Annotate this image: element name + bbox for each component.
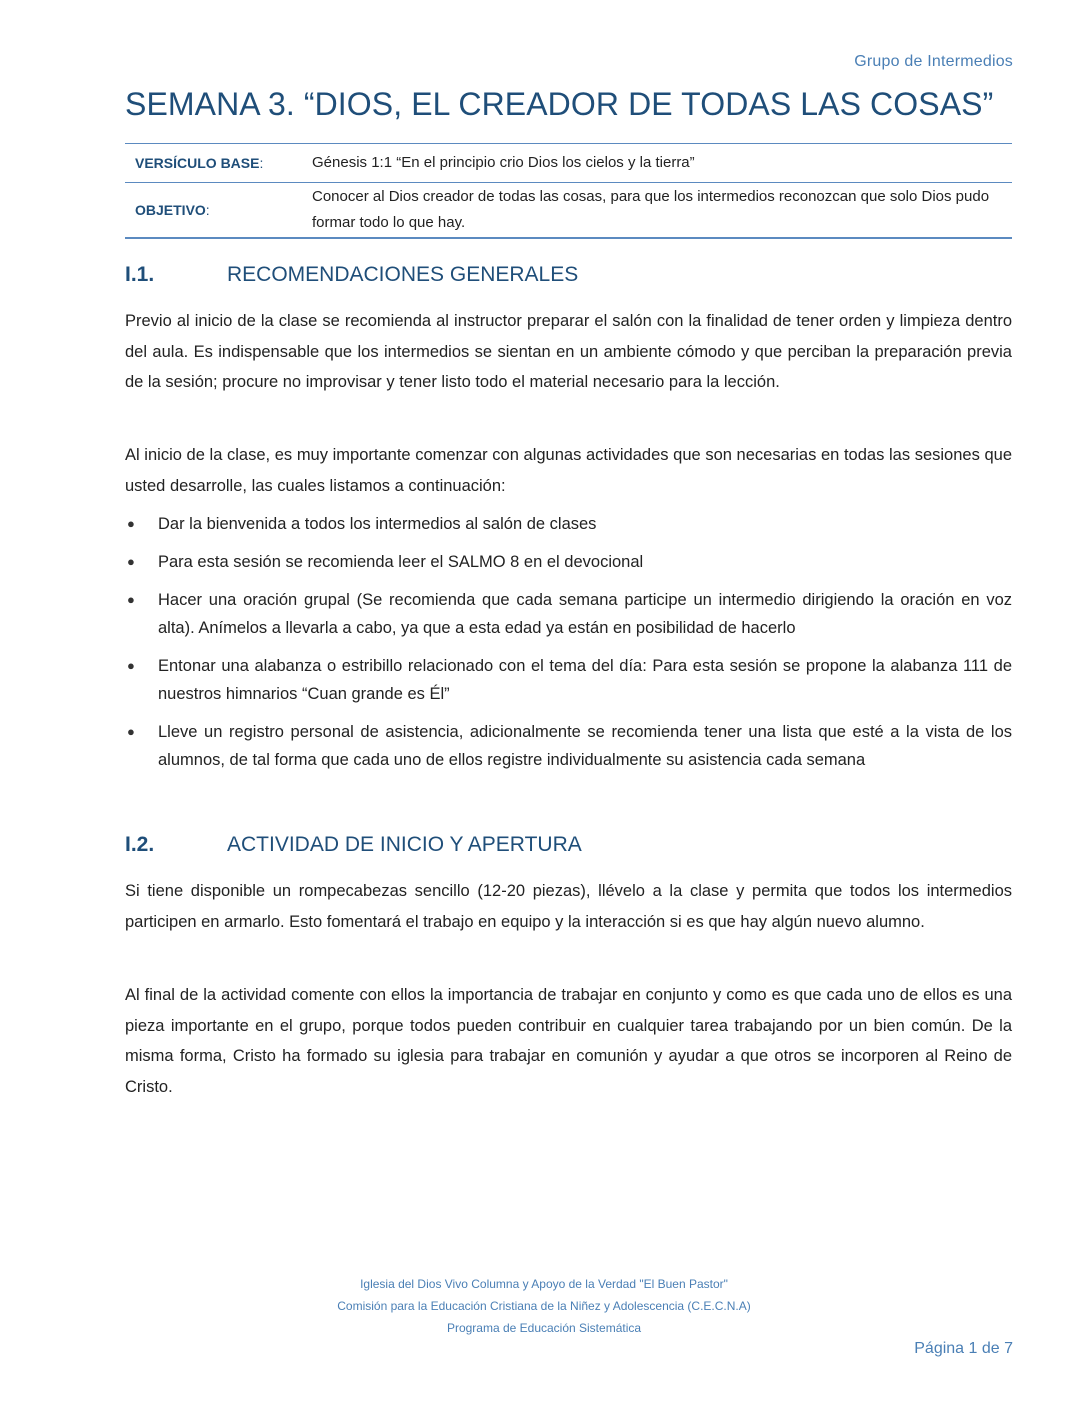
list-item (125, 510, 1012, 538)
bullet-icon: ● (127, 516, 135, 531)
objective-label-text: OBJETIVO (135, 202, 206, 218)
page-number: Página 1 de 7 (914, 1340, 1013, 1357)
section-number: I.1. (125, 263, 155, 286)
verse-label-colon: : (259, 155, 264, 171)
section-heading-recomendaciones (125, 263, 578, 287)
verse-label-text: VERSÍCULO BASE (135, 155, 260, 171)
footer-line: Programa de Educación Sistemática (446, 1321, 642, 1335)
objective-row (125, 182, 1012, 237)
footer-line: Iglesia del Dios Vivo Columna y Apoyo de la Verdad "El Buen Pastor" (360, 1277, 728, 1291)
list-item (125, 548, 1012, 576)
list-item-text: Para esta sesión se recomienda leer el SALMO 8 en el devocional (158, 553, 644, 571)
paragraph: Al inicio de la clase, es muy importante comenzar con algunas actividades que son necesarias en todas las sesiones que usted desarrolle, las cuales listamos a continuación: (125, 446, 1012, 495)
bullet-icon: ● (127, 658, 135, 673)
list-item-text: Dar la bienvenida a todos los intermedios al salón de clases (158, 515, 597, 533)
bullet-icon: ● (127, 724, 135, 739)
footer-line: Comisión para la Educación Cristiana de la Niñez y Adolescencia (C.E.C.N.A) (337, 1299, 751, 1313)
list-item (125, 586, 1012, 642)
list-item (125, 652, 1012, 708)
section-title: RECOMENDACIONES GENERALES (227, 263, 579, 286)
verse-value: Génesis 1:1 “En el principio crio Dios los cielos y la tierra” (312, 154, 695, 171)
page-footer (0, 1273, 1088, 1339)
bullet-icon: ● (127, 592, 135, 607)
section-title: ACTIVIDAD DE INICIO Y APERTURA (227, 833, 582, 856)
paragraph: Si tiene disponible un rompecabezas sencillo (12-20 piezas), llévelo a la clase y permita que todos los intermedios participen en armarlo. Esto fomentará el trabajo en equipo y la interacción si es que hay algún nuevo alumno. (125, 882, 1012, 931)
section-heading-actividad (125, 833, 582, 857)
recommendations-list (125, 510, 1012, 784)
verse-label (125, 155, 312, 171)
paragraph: Al final de la actividad comente con ellos la importancia de trabajar en conjunto y como es que cada uno de ellos es una pieza importante en el grupo, porque todos pueden contribuir en cualquier tarea trabajando por un bien común. De la misma forma, Cristo ha formado su iglesia para trabajar en comunión y ayudar a que otros se incorporen al Reino de Cristo. (125, 986, 1012, 1096)
list-item-text: Hacer una oración grupal (Se recomienda que cada semana participe un intermedio dirigiendo la oración en voz alta). Anímelos a llevarla a cabo, ya que a esta edad ya están en posibilidad de hacerlo (158, 591, 1012, 637)
list-item (125, 718, 1012, 774)
verse-row (125, 144, 1012, 182)
header-group-label: Grupo de Intermedios (854, 53, 1013, 70)
list-item-text: Entonar una alabanza o estribillo relacionado con el tema del día: Para esta sesión se propone la alabanza 111 de nuestros himnarios “Cuan grande es Él” (158, 657, 1012, 703)
objective-label (125, 202, 312, 218)
section-number: I.2. (125, 833, 155, 856)
objective-label-colon: : (205, 202, 210, 218)
document-title: SEMANA 3. “DIOS, EL CREADOR DE TODAS LAS COSAS” (125, 86, 994, 122)
paragraph: Previo al inicio de la clase se recomienda al instructor preparar el salón con la finalidad de tener orden y limpieza dentro del aula. Es indispensable que los intermedios se sientan en un ambiente cómodo y que perciban la preparación previa de la sesión; procure no improvisar y tener listo todo el material necesario para la lección. (125, 312, 1012, 391)
info-table (125, 143, 1012, 239)
bullet-icon: ● (127, 554, 135, 569)
list-item-text: Lleve un registro personal de asistencia, adicionalmente se recomienda tener una lista que esté a la vista de los alumnos, de tal forma que cada uno de ellos registre individualmente su asistencia cada semana (158, 723, 1012, 769)
objective-value: Conocer al Dios creador de todas las cosas, para que los intermedios reconozcan que solo Dios pudo formar todo lo que hay. (312, 188, 990, 231)
